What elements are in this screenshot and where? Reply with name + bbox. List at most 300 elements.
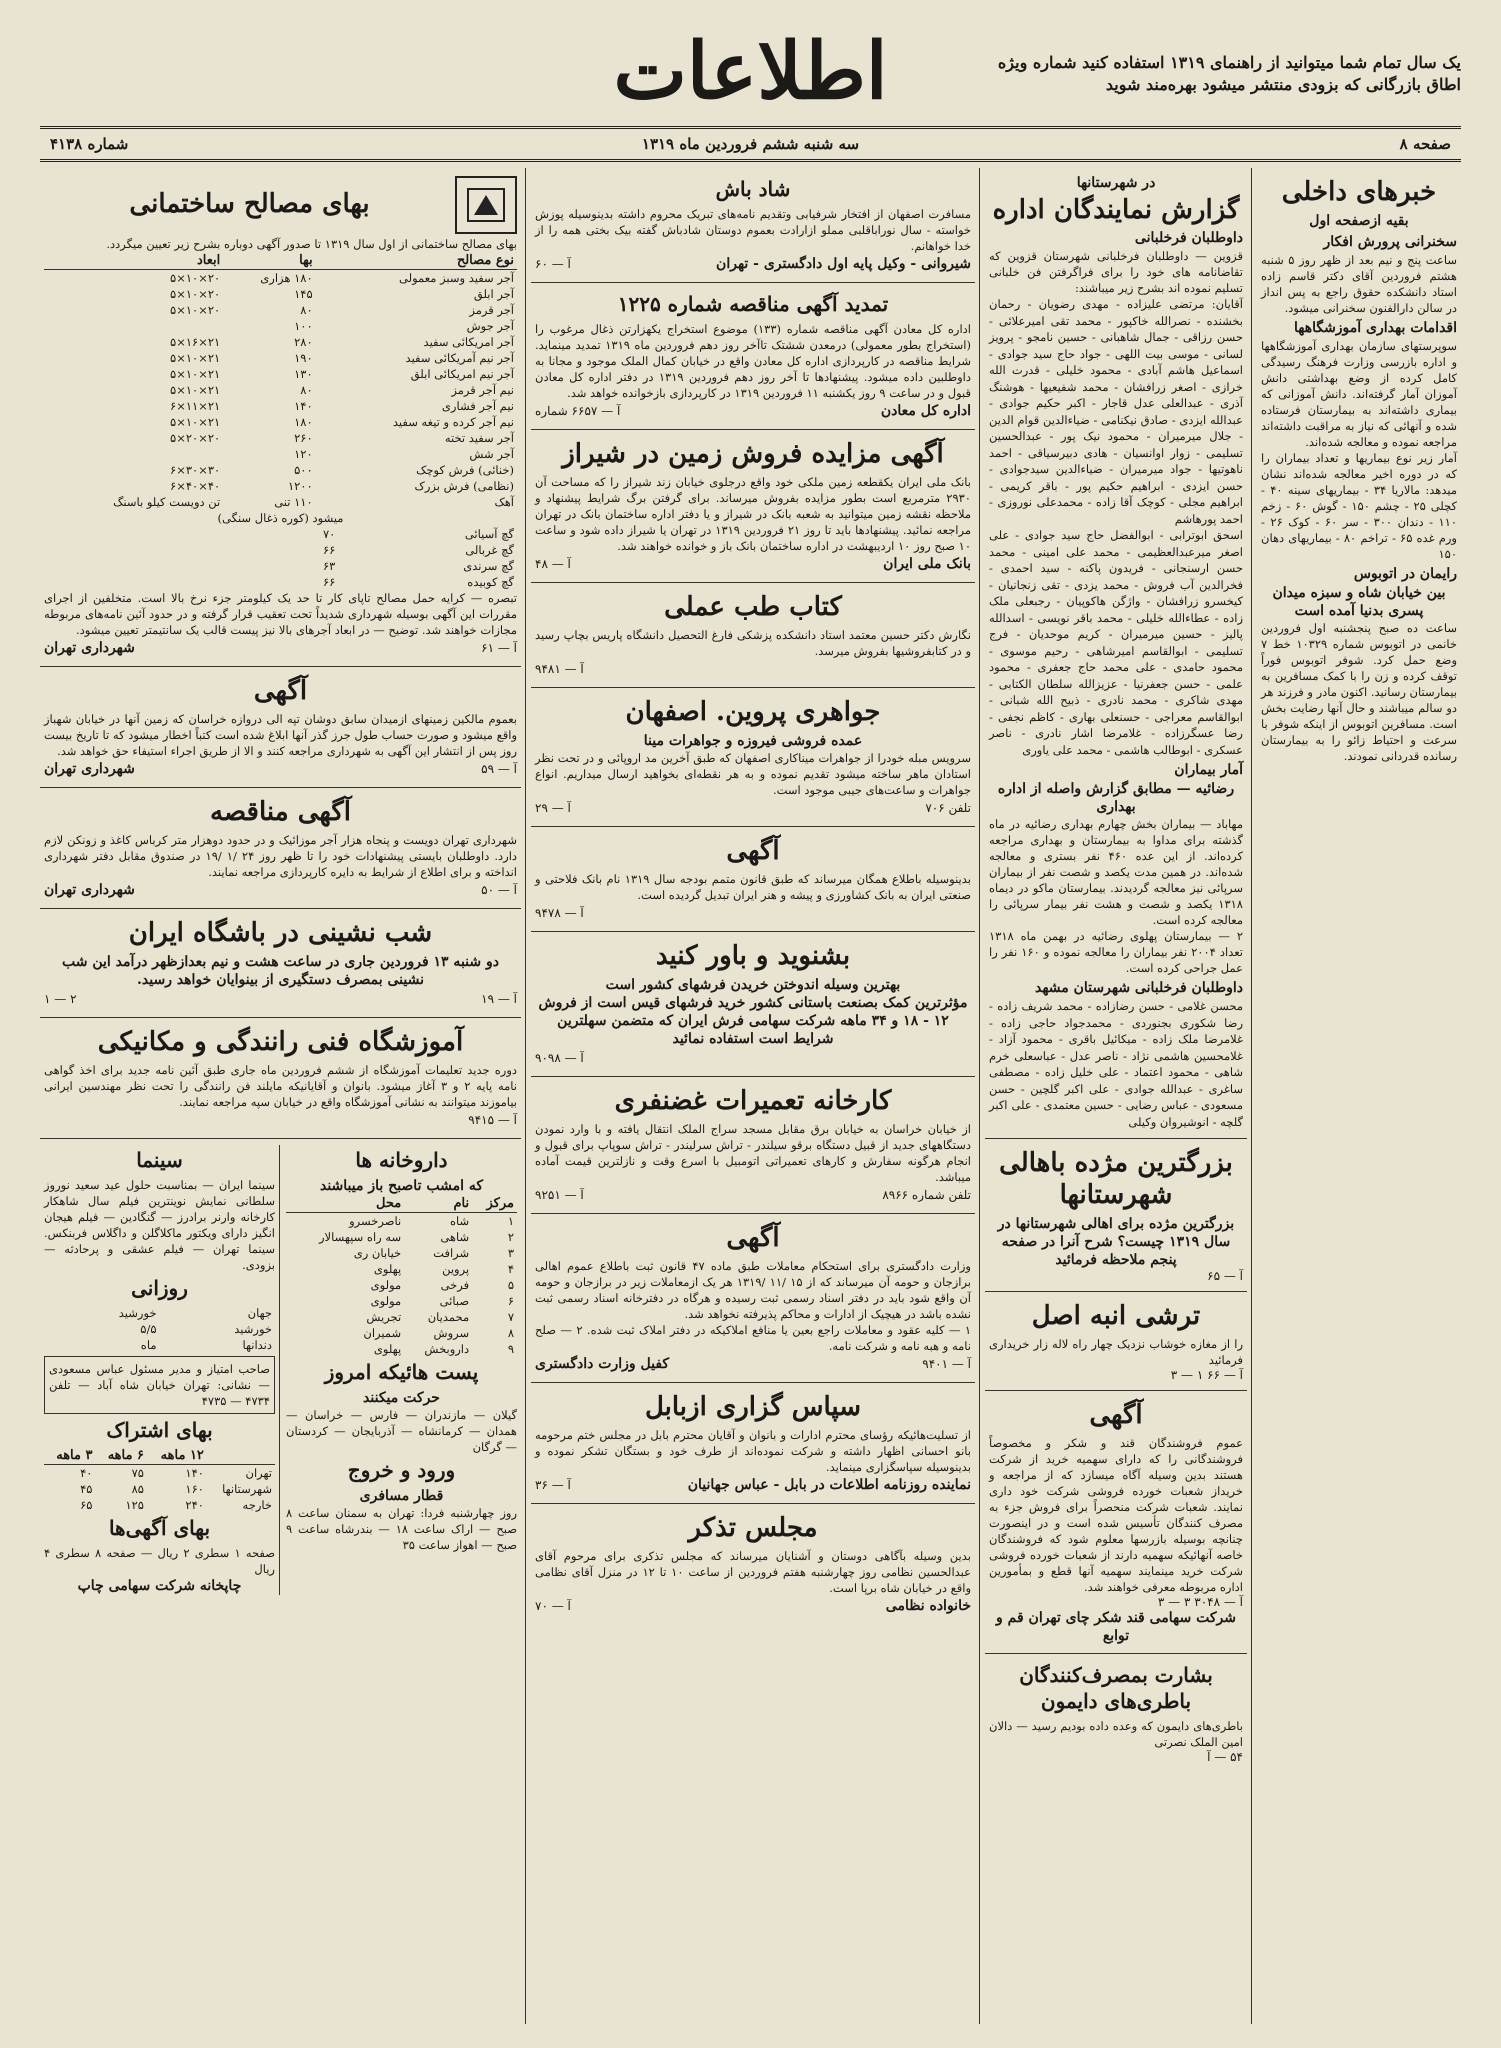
jewelry-phone: تلفن ۷۰۶ <box>925 801 971 815</box>
carpet-title: بشنوید و باور کنید <box>655 941 851 971</box>
subscription-table-header <box>44 1447 275 1465</box>
school-title: آموزشگاه فنی رانندگی و مکانیکی <box>97 1027 464 1057</box>
reports-kicker: در شهرستانها <box>1076 175 1156 191</box>
notice1-footer <box>535 903 971 923</box>
ads-price-title: بهای آگهی‌ها <box>108 1516 211 1540</box>
table-cell: ۲۰×۲۰×۵ <box>170 431 221 445</box>
table-row <box>44 430 517 446</box>
thanks-signer: نماینده روزنامه اطلاعات در بابل - عباس جهانیان <box>687 1477 971 1493</box>
ad-biggest-news <box>985 1139 1247 1292</box>
reports-title: گزارش نمایندگان اداره <box>992 195 1240 225</box>
shadbash-title: شاد باش <box>715 177 791 201</box>
table-cell: خیابان ری <box>353 1246 402 1260</box>
jewelry-title: جواهری پروین. اصفهان <box>625 697 881 727</box>
school-footer <box>44 1110 517 1130</box>
page-number: صفحه ۸ <box>1399 135 1451 153</box>
ads-price-text: صفحه ۱ سطری ۲ ریال — صفحه ۸ سطری ۴ ریال <box>44 1546 276 1576</box>
subscription-table-body <box>44 1465 275 1514</box>
memorial-title: مجلس تذکر <box>688 1513 818 1543</box>
carpet-footer <box>535 1048 971 1068</box>
pharmacy-table <box>286 1195 517 1357</box>
table-cell: داروبخش <box>424 1342 470 1356</box>
ad-memorial <box>531 1504 975 1624</box>
table-header-cell: بها <box>223 252 315 270</box>
table-cell: گچ غربالی <box>465 543 514 557</box>
table-cell <box>44 446 223 462</box>
tender2-title: آگهی مناقصه <box>210 797 351 827</box>
ad-jewelry <box>531 688 975 827</box>
travel-text: روز چهارشنبه فردا: تهران به سمنان ساعت ۸ صبح — اراک ساعت ۱۸ — بندرشاه ساعت ۹ صبح — اهواز ساعت ۳۵ <box>286 1506 518 1552</box>
weather-table-body <box>44 1305 275 1353</box>
ad-code: ۵۴ — آ <box>1207 1750 1243 1764</box>
prices-header <box>44 174 517 236</box>
prices-table-body <box>44 270 517 511</box>
table-cell: تجریش <box>366 1310 402 1324</box>
landowners-footer <box>44 759 517 779</box>
thanks-footer <box>535 1475 971 1495</box>
table-cell: آجر سفید تخته <box>444 431 514 445</box>
ad-landowners <box>40 667 521 788</box>
ad-code: آ — ۶۶ ۱ — ۳ <box>1170 1368 1243 1382</box>
table-cell: ۲۱×۱۶×۵ <box>170 335 221 349</box>
club-footer <box>44 989 517 1009</box>
table-cell: ۱۳۰ <box>294 367 313 381</box>
gypsum-table <box>281 526 518 590</box>
table-cell: شمیران <box>363 1326 402 1340</box>
table-cell: ۱۹۰ <box>294 351 313 365</box>
tender2-signer: شهرداری تهران <box>44 882 135 898</box>
table-cell: آجر امریکائی سفید <box>423 335 514 349</box>
sugar-title: آگهی <box>1089 1400 1143 1430</box>
ad-code: آ — ۵۹ <box>481 762 517 776</box>
table-header-cell: مرکز <box>472 1195 517 1213</box>
publisher-box <box>44 1356 275 1414</box>
prices-footnote: تبصره — کرایه حمل مصالح تاپای کار تا حد یک کیلومتر جزء نرخ بالا است. متخلفین از اجرای مقررات این آگهی بوسیله شهرداری شدیداً تحت تعقیب قرار گرفته و در حدود آئین نامه‌های مربوطه مجازات خواهند شد. توضیح — در ابعاد آجرهای بالا نیز پیست قالب یک سانتیمتر تعیین میشود. <box>44 591 517 637</box>
table-cell: صبائی <box>439 1294 470 1308</box>
book-footer <box>535 659 971 679</box>
subscription-table <box>44 1447 275 1513</box>
ad-code: آ — ۳۶ <box>535 1478 571 1492</box>
table-cell: گچ آسیائی <box>464 527 514 541</box>
table-cell: (خنائی) فرش کوچک <box>416 463 514 477</box>
masthead-promo <box>941 52 1461 96</box>
sugar-signer: شرکت سهامی قند شکر چای تهران قم و توابع <box>996 1610 1236 1644</box>
biggest-text: بزرگترین مژده برای اهالی شهرستانها در سال ۱۳۱۹ چیست؟ شرح آنرا در صفحه پنجم ملاحظه فرمائید <box>997 1216 1235 1268</box>
bus-birth-subhead: بین خیابان شاه و سبزه میدان پسری بدنیا آمده است <box>1272 585 1446 619</box>
ad-thanks-babol <box>531 1383 975 1504</box>
table-cell: ۸۰ <box>300 303 313 317</box>
ad-sugar-notice <box>985 1391 1247 1654</box>
table-row <box>44 1321 275 1337</box>
justice-title: آگهی <box>726 1223 780 1253</box>
ad-code-2: ۲ — ۱ <box>44 992 77 1006</box>
repair-footer <box>535 1185 971 1205</box>
school-health-text: سوپرستهای سازمان بهداری آموزشگاهها و اداره بازرسی وزارت فرهنگ رسیدگی کامل کرده از وضع بهداشتی دانش آموزان آمار گرفته‌اند. دانش آموزانی که بیماری داشته‌اند به بیمارستان فرستاده شده و آنهائی که نیاز به مراقبت داشته‌اند مراجعه نموده و معالجه شده‌اند. <box>1261 339 1457 449</box>
tender-signer: اداره کل معادن <box>880 403 971 419</box>
prices-table-header <box>44 252 517 270</box>
table-cell: آجر شش <box>469 447 514 461</box>
repair-text: از خیابان خراسان به خیابان برق مقابل مسجد سراج الملک انتقال یافته و با وارد نمودن دستگاههای جدید از قبیل دستگاه برقو سیلندر - تراش سرلیندر - تراش سوپاپ برای قبول و انجام هرگونه سفارش و کارهای تعمیراتی اتومبیل با اسرع وقت و نازلترین قیمت آماده میباشد. <box>535 1122 971 1184</box>
landowners-text: بعموم مالکین زمینهای ازمیدان سابق دوشان تپه الی دروازه خراسان که زمین آنها در خیابان شهباز واقع میشود و صورت حساب طول جرز گذر آنها ابلاغ شده است کتباً اخطار میشود که تا تاریخ بیست روز پس از انتشار این آگهی به شهرداری مراجعه کنند و الا از طریق اجراء استیفاء حق خواهد شد. <box>44 712 517 758</box>
ad-code: آ — ۶۵ <box>1207 1269 1243 1283</box>
table-cell: نیم آجر قرمز <box>451 383 514 397</box>
headline-school-health: اقدامات بهداری آموزشگاهها <box>1293 320 1457 336</box>
carpet-text: مؤثرترین کمک بصنعت باستانی کشور خرید فرشهای قیس است از فروش ۱۲ - ۱۸ و ۳۴ ماهه شرکت سهامی فرش ایران که متضمن سهلترین شرایط است استفاده نمائید <box>538 995 968 1047</box>
printer-credit: چاپخانه شرکت سهامی چاپ <box>77 1578 242 1594</box>
ad-code: آ — ۴۸ <box>535 557 571 571</box>
auction-title: آگهی مزایده فروش زمین در شیراز <box>562 439 944 469</box>
column-divider <box>1251 168 1252 2024</box>
table-cell: ۱ <box>507 1214 514 1228</box>
table-cell: خارجه <box>242 1498 272 1512</box>
ad-medical-book <box>531 583 975 688</box>
pharmacy-table-header <box>286 1195 517 1213</box>
table-row <box>281 574 518 590</box>
patient-stats-text: مهاباد — بیماران بخش چهارم بهداری رضائیه در ماه گذشته برای مداوا به بیمارستان و بهداری مراجعه کرده‌اند. از این عده ۴۶۰ نفر بستری و معالجه شده‌اند. در همین مدت یکصد و شصت نفر از بیماران سرپائی نیز معالجه گردیدند. بیمارستان ماکو در دیماه ۱۳۱۸ یکصد و شصت و هشت نفر بیمار سرپائی را معالجه کرده است. <box>989 817 1243 927</box>
batteries-title: بشارت بمصرف‌کنندگان باطری‌های دایمون <box>1019 1663 1213 1713</box>
pilot-volunteers-qazvin-text: قزوین — داوطلبان فرخلبانی شهرستان قزوین که تقاضانامه های خود را برای فراگرفتن فن خلبانی تسلیم نموده اند بشرح زیر میباشند: <box>989 249 1243 295</box>
cinema-title: سینما <box>136 1148 183 1172</box>
thanks-text: از تسلیت‌هائیکه رؤسای محترم ادارات و بانوان و آقایان محترم بابل در مجلس ختم مرحومه بانو احسانی اظهار داشته و شرکت نموده‌اند از طرف خود و بستگان تشکر نموده و بدینوسیله سپاسگزاری مینماید. <box>535 1428 971 1474</box>
notice1-text: بدینوسیله باطلاع همگان میرساند که طبق قانون متمم بودجه سال ۱۳۱۹ نام بانک فلاحتی و صنعتی ایران به بانک کشاورزی و پیشه و هنر ایران تبدیل گردیده است. <box>535 872 971 902</box>
table-row <box>44 446 517 462</box>
table-cell: آهک <box>494 495 514 509</box>
ad-code: آ — ۹۴۷۸ <box>535 906 584 920</box>
table-cell: آجر ابلق <box>473 287 514 301</box>
jewelry-text: سرویس مبله خودرا از جواهرات میناکاری اصفهان که طبق آخرین مد اروپائی و در تحت نظر استادان ماهر ساخته میشود تقدیم نموده و به هر نقطه‌ای بخواهید ارسال میداریم. انواع جواهرات و ساعت‌های جیبی موجود است. <box>535 751 971 797</box>
table-cell: آجر نیم امریکائی ابلق <box>410 367 514 381</box>
table-row <box>44 1305 275 1321</box>
table-cell: شهرستانها <box>222 1482 272 1496</box>
table-cell: ۳ <box>507 1246 514 1260</box>
table-cell: ۶۶ <box>322 543 336 557</box>
table-cell: ۱۴۵ <box>294 287 313 301</box>
column-divider <box>525 168 526 2024</box>
table-row <box>44 318 517 334</box>
school-health-stats: آمار زیر نوع بیماریها و تعداد بیماران را که در دوره اخیر معالجه شده‌اند نشان میدهد: مالاریا ۳۴ - بیماریهای سینه ۴۰ - کچلی ۲۵ - چشم ۱۵۰ - گوش ۶۰ - زخم ۱۱۰ - دندان ۳۰۰ - سر ۶۰ - کوک ۲۶ - ورم غده ۶۵ - تراخم ۸۰ - بیماریهای دهان ۱۵۰ <box>1261 451 1458 561</box>
jewelry-sub: عمده فروشی فیروزه و جواهرات مینا <box>643 733 863 749</box>
ad-bank-rename <box>531 827 975 932</box>
table-cell: ۱۸۰ <box>294 415 313 429</box>
table-cell: ۲۴۰ <box>185 1498 204 1512</box>
school-text: دوره جدید تعلیمات آموزشگاه از ششم فروردین ماه جاری طبق آئین نامه جدید برای اخذ گواهی نامه پایه ۲ و ۳ آغاز میشود. بانوان و آقایانیکه مایلند فن رانندگی را تحت نظر مهندسین ایرانی بیاموزند میتوانند به نشانی آموزشگاه واقع در خیابان سپه مراجعه نمایند. <box>44 1063 517 1109</box>
ad-code: آ — ۶۱ <box>481 641 517 655</box>
issue-number: شماره ۴۱۳۸ <box>50 135 129 153</box>
post-sub: حرکت میکنند <box>363 1390 440 1406</box>
biggest-title: بزرگترین مژده باهالی شهرستانها <box>999 1148 1233 1210</box>
torshi-text: را از مغازه خوشاب نزدیک چهار راه لاله زار خریداری فرمائید <box>989 1337 1243 1367</box>
column-divider <box>979 168 980 2024</box>
table-cell: ۷ <box>507 1310 514 1324</box>
table-cell: ۷۰ <box>322 527 336 541</box>
table-cell: ۶۶ <box>322 575 336 589</box>
column-provincial-reports <box>985 168 1247 2024</box>
table-cell: مولوی <box>370 1294 402 1308</box>
tender2-footer <box>44 880 517 900</box>
table-cell: ۲ <box>507 1230 514 1244</box>
table-cell: ۵۰۰ <box>294 463 313 477</box>
club-text: دو شنبه ۱۳ فروردین جاری در ساعت هشت و نیم بعدازظهر درآمد این شب نشینی بمصرف دستگیری از بینوایان خواهد رسید. <box>62 954 499 988</box>
domestic-news <box>1257 168 1461 772</box>
table-cell: ۱۰۰ <box>294 319 313 333</box>
post-title: پست هائیکه امروز <box>324 1360 479 1384</box>
table-cell: ۱۲۰ <box>294 447 313 461</box>
table-row <box>286 1229 517 1245</box>
patient-stats-head: آمار بیماران <box>1174 762 1243 778</box>
table-cell: خورشید <box>118 1306 157 1320</box>
municipality-seal-icon <box>455 176 517 234</box>
justice-text: وزارت دادگستری برای استحکام معاملات طبق ماده ۴۷ قانون ثبت باطلاع عموم اهالی برازجان و حومه آن میرساند که از ۱۵ /۱۱ /۱۳۱۹ هر یک ازمعاملات زیر در برازجان و حومه آن واقع شود باید در دفتر اسناد رسمی ثبت رسیده و هرگاه در دفترخانه اسناد رسمی ثبت نشده باشد در هیچیک از ادارات و محاکم پذیرفته نخواهد شد. <box>535 1259 972 1321</box>
masthead <box>40 28 1461 116</box>
table-cell: نیم آجر فشاری <box>441 399 514 413</box>
newspaper-logo: اطلاعات <box>613 26 888 117</box>
table-row <box>44 366 517 382</box>
memorial-signer: خانواده نظامی <box>885 1598 971 1614</box>
bus-birth-text: ساعت ده صبح پنجشنبه اول فروردین خانمی در اتوبوس شماره ۱۰۳۲۹ خط ۷ وضع حمل کرد. شوفر اتوبوس فوراً توقف کرده و زن را با کمک مسافرین به بیمارستان رسانید. اکنون مادر و فرزند هر دو سالم میباشند و حال آنها رضایت بخش است. مسافرین اتوبوس از اینکه شوفر با سرعت و احتیاط زائو را به بیمارستان رسانده قدردانی نمودند. <box>1261 621 1457 763</box>
ad-justice-ministry <box>531 1214 975 1383</box>
ad-tender-tiles <box>40 788 521 909</box>
headline-lecture: سخنرانی پرورش افکار <box>1323 234 1457 250</box>
tender-title: تمدید آگهی مناقصه شماره ۱۲۲۵ <box>617 292 889 316</box>
ad-repair-shop <box>531 1077 975 1214</box>
patient-stats-sub: رضائیه — مطابق گزارش واصله از اداره بهداری <box>997 781 1235 815</box>
table-row <box>44 382 517 398</box>
table-cell: ۴۰ <box>80 1466 93 1480</box>
ad-code: آ — ۹۴۱۵ <box>468 1113 517 1127</box>
ad-driving-school <box>40 1018 521 1139</box>
weather-table <box>44 1305 275 1353</box>
travel-sub: قطار مسافری <box>359 1488 444 1504</box>
table-cell: سه راه سپهسالار <box>319 1230 402 1244</box>
table-row <box>281 542 518 558</box>
shadbash-text: مسافرت اصفهان از افتخار شرفیابی وتقدیم نامه‌های تبریک محروم داشته بدینوسیله پوزش خواسته - سال نوراباقلبی مملو ازارادت بعموم دوستان شادباش گفته بیک بختی همه را از خدا خواهانم. <box>535 207 971 253</box>
table-cell: آجر قرمز <box>469 303 514 317</box>
auction-text: بانک ملی ایران یکقطعه زمین ملکی خود واقع درجلوی خیابان زند شیراز را که مساحت آن ۲۹۳۰ مترمربع است بطور مزایده بفروش میرساند. برای گرفتن برگ شرایط پیشنهاد و ملاحظه نقشه زمین میتوانید به شعبه بانک در شیراز و یا دفتر اداره ساختمان بانک در تهران مراجعه نمائید. پیشنهادها باید تا روز ۲۱ فروردین ۱۳۱۹ در تهران یا شیراز داده شود و ساعت ۱۰ صبح روز ۱۰ اردیبهشت در اداره ساختمان بانک باز و خوانده خواهند شد. <box>535 475 971 553</box>
table-cell: ۲۱×۱۰×۵ <box>170 351 221 365</box>
promo-line-2: اطاق بازرگانی که بزودی منتشر میشود بهره‌مند شوید <box>1105 75 1461 94</box>
table-cell: ۵ <box>507 1278 514 1292</box>
prices-signer: شهرداری تهران <box>44 640 135 656</box>
ad-shadbash <box>531 168 975 283</box>
justice-footer <box>535 1354 971 1374</box>
ad-code: آ — ۹۴۸۱ <box>535 662 584 676</box>
ad-tender-extension <box>531 283 975 430</box>
ad-code: آ — ۷۰ <box>535 1599 571 1613</box>
auction-signer: بانک ملی ایران <box>883 556 971 572</box>
table-row <box>286 1341 517 1357</box>
tender-text: اداره کل معادن آگهی مناقصه شماره (۱۳۳) موضوع استخراج یکهزارتن ذغال مرغوب را (استخراج بطور معمولی) درمعدن ششتک تاآخر روز دهم فروردین ماه ۱۳۱۹ تمدید مینماید. شرایط مناقصه در کارپردازی اداره کل معادن واقع در خیابان کمال الملک موجود و مجانا به داوطلبین داده میشود. پیشنهادها تا آخر روز دهم فروردین ۱۳۱۹ در دفتر اداره کل معادن قبول و در ساعت ۹ روز یکشنبه ۱۱ فروردین ۱۳۱۹ در کارپردازی بازخوانده خواهد شد. <box>535 322 971 400</box>
cinema-text: سینما ایران — بمناسبت حلول عید سعید نوروز سلطانی نمایش نوینترین فیلم سال شاهکار کارخانه وارنر برادرز — گنگادین — فیلم هیجان انگیز دارای ویکتور ماکلاگلن و داگلاس فربنکس. سینما تهران — فیلم عشقی و پرحادثه — بزودی. <box>44 1178 275 1272</box>
table-row <box>286 1245 517 1261</box>
table-cell: گچ کوبیده <box>467 575 514 589</box>
table-row <box>44 270 517 287</box>
tender2-text: شهرداری تهران دویست و پنجاه هزار آجر موزائیک و در حدود دوهزار متر کرباس کاغذ و زونکن لازم دارد. داوطلبان بایستی پیشنهادات خود را تا ظهر روز ۲۴ /۱ /۱۹ در صندوق مقابل دفتر شهرداری انداخته و برای اطلاع از شرایط به دایره کارپردازی مراجعه نمایند. <box>44 833 518 879</box>
batteries-text: باطری‌های دایمون که وعده داده بودیم رسید — دالان امین الملک نصرتی <box>989 1719 1243 1749</box>
table-row <box>44 494 517 510</box>
landowners-title: آگهی <box>253 676 308 706</box>
table-row <box>44 1497 275 1513</box>
table-row <box>44 1337 275 1353</box>
travel-title: ورود و خروج <box>347 1458 456 1482</box>
repair-title: کارخانه تعمیرات غضنفری <box>614 1086 892 1116</box>
table-row <box>44 398 517 414</box>
table-row <box>286 1213 517 1230</box>
jewelry-footer <box>535 798 971 818</box>
ad-code: آ — ۹۰۹۸ <box>535 1051 584 1065</box>
table-cell: پهلوی <box>373 1262 402 1276</box>
table-cell: ۲۶۰ <box>294 431 313 445</box>
table-cell: پهلوی <box>373 1342 402 1356</box>
table-cell: ۱۸۰ هزاری <box>260 271 313 285</box>
dateline <box>40 126 1461 162</box>
table-cell: ۹ <box>507 1342 514 1356</box>
table-header-cell: ابعاد <box>44 252 223 270</box>
table-cell: ۲۰×۱۰×۵ <box>170 303 221 317</box>
table-cell: ۲۱×۱۰×۵ <box>170 367 221 381</box>
ad-mango-pickle <box>985 1292 1247 1391</box>
table-header-cell: ۱۲ ماهه <box>147 1447 207 1465</box>
pilot-names-list-2: اسحق ابوترابی - ابوالفضل حاج سید جوادی - علی اصغر میرعبدالعظیمی - محمد علی امینی - محمد حسن ارسنجانی - فریدون پاکنه - سید احمدی - فخرالدین آب فروش - محمد یزدی - تقی زنجانیان - کیخسرو زرافشان - واژگن هاکوپیان - رجبعلی ملک زاده - عطاءالله خلیلی - محمد باقر نویسی - اسدالله پالیز - حسین میرمیران - کریم موحدیان - فرج تسلیمی - ابوالقاسم امیرشاهی - رحیم موسوی - محمود حامدی - علی محمد حاج جعفری - محمود علمی - حسن جعفرنیا - عزیزالله سلطان الکتابی - مهدی شاکری - محمد نادری - ذبیح الله شبانی - ابوالقاسم معراجی - حسنعلی بهاری - کاظم نجفی - رضا عسگرزاده - غلامرضا اشار نادری - ناصر عسکری - ابوطالب هاشمی - محمد علی یاوری <box>989 528 1243 757</box>
table-cell: ماه <box>140 1338 157 1352</box>
carpet-sub: بهترین وسیله اندوختن خریدن فرشهای کشور است <box>605 977 901 993</box>
table-cell: ۶ <box>507 1294 514 1308</box>
table-cell: ۴ <box>507 1262 514 1276</box>
table-cell: پروین <box>442 1262 470 1276</box>
table-cell: ۶۵ <box>80 1498 93 1512</box>
table-cell: خورشید <box>234 1322 272 1336</box>
table-header-cell: محل <box>286 1195 404 1213</box>
table-cell: ۱۶۰ <box>185 1482 204 1496</box>
table-cell: آجر جوش <box>466 319 514 333</box>
pharmacy-title: داروخانه ها <box>355 1148 448 1172</box>
table-cell: تهران <box>245 1466 272 1480</box>
justice-list: ۱ — کلیه عقود و معاملات راجع بعین یا منافع املاکیکه در دفتر املاک ثبت شده. ۲ — صلح نامه و هبه نامه و شرکت نامه. <box>535 1323 971 1353</box>
table-cell: شاه <box>449 1214 470 1228</box>
ad-carpet <box>531 932 975 1077</box>
ad-code: آ — ۹۴۰۱ <box>922 1357 971 1371</box>
lecture-text: ساعت پنج و نیم بعد از ظهر روز ۵ شنبه هشتم فروردین آقای دکتر قاسم زاده استاد دانشکده حقوق راجع به پس انداز در سالن دارالفنون سخنرانی میشود. <box>1261 253 1457 315</box>
table-row <box>286 1261 517 1277</box>
ad-code: آ — ۶۰ <box>535 257 571 271</box>
table-cell: (نظامی) فرش بزرک <box>414 479 514 493</box>
ad-code: آ — ۳۰۴۸ ۳ — ۳ <box>1157 1595 1243 1609</box>
table-row <box>281 558 518 574</box>
table-row <box>286 1325 517 1341</box>
table-row <box>44 334 517 350</box>
table-cell: جهان <box>247 1306 272 1320</box>
table-row <box>44 414 517 430</box>
table-cell: ۲۱×۱۰×۵ <box>170 415 221 429</box>
ad-land-auction <box>531 430 975 583</box>
thanks-title: سپاس گزاری ازبابل <box>644 1392 862 1422</box>
table-cell: ۱۱۰ تنی <box>274 495 313 509</box>
sugar-text: عموم فروشندگان قند و شکر و مخصوصاً فروشندگانی را که دارای سهمیه خرید از شرکت هستند بدین وسیله آگاه میسازد که از مراجعه و خریداز شعبات خورده فروشی شرکت خود داری نمایند. شعبات شرکت منحصراً برای فروش جزء به مصرف کنندگان تأسیس شده است و در اینصورت چنانچه بوسیله بازرسها معلوم شود که فروشندگان خاصه آنهائیکه سهمیه دارند از شعبات خورده فروشی شرکت خرید مینمایند سهمیه آنها قطع و بمأمورین اداره مربوطه معرفی خواهند شد. <box>989 1436 1243 1594</box>
table-row <box>44 302 517 318</box>
column-announcements <box>531 168 975 2024</box>
auction-signature <box>535 554 971 574</box>
table-row <box>44 1481 275 1497</box>
club-title: شب نشینی در باشگاه ایران <box>128 918 433 948</box>
prices-footer <box>44 638 517 658</box>
patient-stats-text-2: ۲ — بیمارستان پهلوی رضائیه در بهمن ماه ۱۳۱۸ تعداد ۲۰۰۴ نفر بیماران را معالجه نموده و ۱۶۰ نفر را عمل جراحی کرده است. <box>989 929 1243 975</box>
ad-code: آ — ۱۹ <box>481 992 517 1006</box>
weather-title: روزانی <box>131 1276 188 1300</box>
table-cell: ۷۵ <box>131 1466 144 1480</box>
justice-signer: کفیل وزارت دادگستری <box>535 1356 670 1372</box>
table-row <box>44 1465 275 1482</box>
ad-code: آ — ۹۲۵۱ <box>535 1188 584 1202</box>
pilot-names-list-1: آقایان: مرتضی علیزاده - مهدی رضویان - رحمان بخشنده - نصرالله خاکپور - محمد تقی امیرعلائی - حسن رزاقی - جمال شاهبانی - حسین نامجو - پرویز لسانی - موسی بیت اللهی - جواد حاج سید جوادی - اسماعیل هاشم آبادی - محمود خلیلی - قدرت الله خرازی - اصغر زرافشان - محمد شفیعیها - هوشنگ آذری - عبدالعلی عدل قاجار - اکبر حکیم جوادی - عبدالله ایزدی - صادق نیکنامی - ضیاءالدین قوام الدین - جلال میرمیران - محمود نیک پور - عبدالحسین تسلیمی - زوار اوانسیان - هادی دبیرسیاقی - احمد ناهوتیها - جواد میرمیران - ضیاءالدین سیدجوادی - حسن ایزدی - ابراهیم حکیم پور - باقر کریمی - ابراهیم مجلی - کوچک آقا زاده - محمدعلی نوروزی - احمد پورهاشم <box>989 297 1243 526</box>
domestic-title: خبرهای داخلی <box>1281 177 1437 207</box>
publisher-text: صاحب امتیاز و مدیر مسئول عباس مسعودی — نشانی: تهران خیابان شاه آباد — تلفن ۴۷۳۴ — ۴۷۳۵ <box>49 1362 270 1408</box>
table-cell: ۱۲۰۰ <box>287 479 313 493</box>
table-cell: محمدیان <box>427 1310 470 1324</box>
table-cell: ۱۲۵ <box>125 1498 144 1512</box>
prices-intro: بهای مصالح ساختمانی از اول سال ۱۳۱۹ تا صدور آگهی دوباره بشرح زیر تعیین میگردد. <box>106 237 517 251</box>
pharmacy-box <box>286 1145 517 1595</box>
table-row <box>286 1309 517 1325</box>
table-cell: شاهی <box>440 1230 470 1244</box>
table-header-cell: نام <box>404 1195 472 1213</box>
table-cell: گچ سرندی <box>463 559 514 573</box>
tender-signature <box>535 401 971 421</box>
shadbash-signer: شیروانی - وکیل پایه اول دادگستری - تهران <box>716 256 971 272</box>
repair-phone: تلفن شماره ۸۹۶۶ <box>882 1188 971 1202</box>
table-cell: مولوی <box>370 1278 402 1292</box>
prices-title: بهای مصالح ساختمانی <box>129 189 370 219</box>
table-row <box>44 478 517 494</box>
pilot-volunteers-qazvin-head: داوطلبان فرخلبانی <box>1134 230 1243 246</box>
promo-line-1: یک سال تمام شما میتوانید از راهنمای ۱۳۱۹ استفاده کنید شماره ویژه <box>997 53 1461 72</box>
table-cell: شرافت <box>433 1246 470 1260</box>
table-cell: دندانها <box>242 1338 272 1352</box>
ad-code: آ — ۶۶۵۷ شماره <box>535 404 621 418</box>
table-cell: ۲۱×۱۱×۶ <box>170 399 221 413</box>
notice1-title: آگهی <box>726 836 780 866</box>
table-row <box>44 286 517 302</box>
info-boxes <box>40 1139 521 1603</box>
table-cell: ۸ <box>507 1326 514 1340</box>
ad-batteries <box>985 1654 1247 1772</box>
table-header-cell: ۶ ماهه <box>95 1447 146 1465</box>
building-material-prices <box>40 168 521 667</box>
memorial-text: بدین وسیله بآگاهی دوستان و آشنایان میرساند که مجلس تذکری برای مرحوم آقای عبدالحسین نظامی روز چهارشنبه هفتم فروردین از ساعت ۱۰ تا ۱۲ در منزل آقای نظامی واقع در خیابان شاه برپا است. <box>535 1549 972 1595</box>
post-text: گیلان — مازندران — فارس — خراسان — همدان — کرمانشاه — آذربایجان — کردستان — گرگان <box>286 1408 517 1454</box>
table-cell: ۳۰×۳۰×۶ <box>170 463 221 477</box>
prices-table <box>44 252 517 510</box>
table-cell: ۱۴۰ <box>294 399 313 413</box>
table-row <box>281 526 518 542</box>
table-cell: ۵/۵ <box>140 1322 157 1336</box>
cinema-box <box>44 1145 280 1595</box>
headline-bus-birth: رایمان در اتوبوس <box>1353 566 1457 582</box>
table-header-cell <box>207 1447 275 1465</box>
table-cell: آجر نیم آمریکائی سفید <box>405 351 514 365</box>
landowners-signer: شهرداری تهران <box>44 761 135 777</box>
issue-date: سه شنبه ششم فروردین ماه ۱۳۱۹ <box>641 135 860 153</box>
table-header-cell: ۳ ماهه <box>44 1447 95 1465</box>
table-cell: سروش <box>433 1326 470 1340</box>
prices-note: میشود (کوره ذغال سنگی) <box>217 511 344 525</box>
torshi-title: ترشی انبه اصل <box>1031 1301 1201 1331</box>
table-cell: ۴۰×۴۰×۶ <box>170 479 221 493</box>
table-cell: تن دویست کیلو باسنگ <box>113 495 221 509</box>
ad-code: آ — ۲۹ <box>535 801 571 815</box>
table-cell: ۴۵ <box>80 1482 93 1496</box>
table-header-cell: نوع مصالح <box>316 252 517 270</box>
table-cell: ۱۴۰ <box>185 1466 204 1480</box>
ad-code: آ — ۵۰ <box>481 883 517 897</box>
